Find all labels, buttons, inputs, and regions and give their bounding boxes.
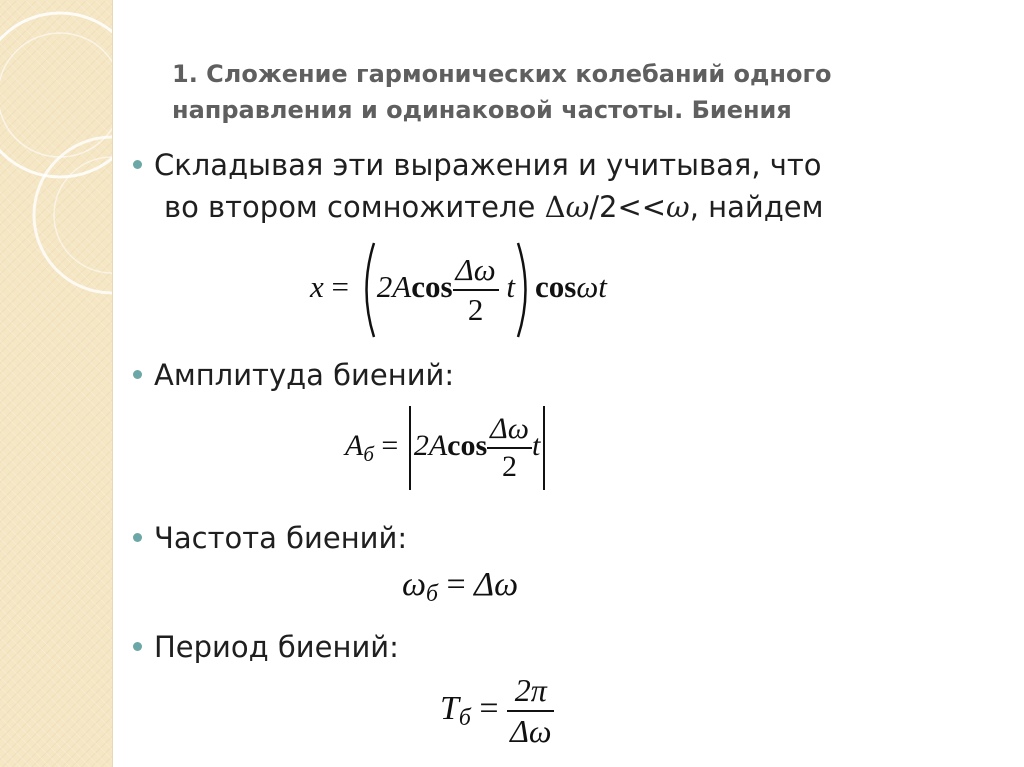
slide-title-line2: направления и одинаковой частоты. Биения [172,96,792,124]
formula-x-coef: 2A [376,269,412,305]
slide-title-line1: 1. Сложение гармонических колебаний одного [172,60,832,88]
formula-x-cos2: cos [534,269,577,305]
slide-title [172,56,962,128]
formula-period [440,672,554,750]
bullet-1 [133,144,824,228]
formula-frequency-sub: б [426,581,438,607]
bullet-4-text: Период биений: [154,630,399,664]
formula-x-t: t [506,269,515,305]
formula-x-eq: = [331,269,349,305]
formula-frequency [402,566,519,607]
formula-frequency-eq: = [446,566,466,603]
formula-amplitude-cos: cos [447,428,488,462]
abs-bar-right-icon [540,404,548,492]
formula-amplitude-sub: б [363,441,374,466]
bullet-1-line2-prefix: во втором сомножителе [164,190,545,224]
omega-symbol: ω [565,190,590,224]
bullet-2-text: Амплитуда биений: [154,358,455,392]
formula-amplitude-t: t [531,428,541,462]
formula-amplitude-eq: = [381,428,399,462]
formula-frequency-lhs: ω [402,566,427,603]
bullet-dot-icon [133,533,142,542]
abs-bar-left-icon [406,404,414,492]
bullet-3 [133,517,407,559]
formula-x-cos: cos [411,269,453,305]
bullet-1-line2-mid: /2<< [589,190,667,224]
formula-period-lhs: T [440,689,459,727]
formula-amplitude-lhs: A [345,428,364,462]
formula-x-den: 2 [467,292,484,327]
formula-period-fraction [507,672,554,750]
formula-x-fraction [453,252,499,328]
omega-symbol-2: ω [666,190,690,224]
bullet-dot-icon [133,642,142,651]
formula-amplitude-num: Δω [490,412,529,445]
bullet-3-text: Частота биений: [154,521,408,555]
formula-period-num: 2π [514,672,547,708]
left-paren-icon [357,240,377,340]
formula-amplitude-den: 2 [502,450,518,483]
formula-x-num: Δω [455,252,496,287]
bullet-1-line1: Складывая эти выражения и учитывая, что [154,148,822,182]
bullet-dot-icon [133,160,142,169]
formula-amplitude-fraction [487,412,532,484]
right-paren-icon [515,240,535,340]
formula-x-lhs: x [310,269,324,305]
bullet-4 [133,626,399,668]
bullet-1-line2-suffix: , найдем [689,190,824,224]
formula-period-den: Δω [510,713,552,749]
formula-x-omega-t: ωt [576,269,607,305]
formula-x [310,240,607,340]
formula-amplitude [345,404,548,492]
formula-period-sub: б [458,704,471,731]
formula-frequency-rhs: Δω [474,566,519,603]
decorative-circles-icon [0,0,112,767]
formula-period-eq: = [479,689,499,727]
bullet-2 [133,354,454,396]
bullet-dot-icon [133,370,142,379]
delta-symbol: Δ [544,190,566,224]
side-divider [112,0,113,767]
formula-amplitude-coef: 2A [413,428,448,462]
decorative-side-panel [0,0,112,767]
